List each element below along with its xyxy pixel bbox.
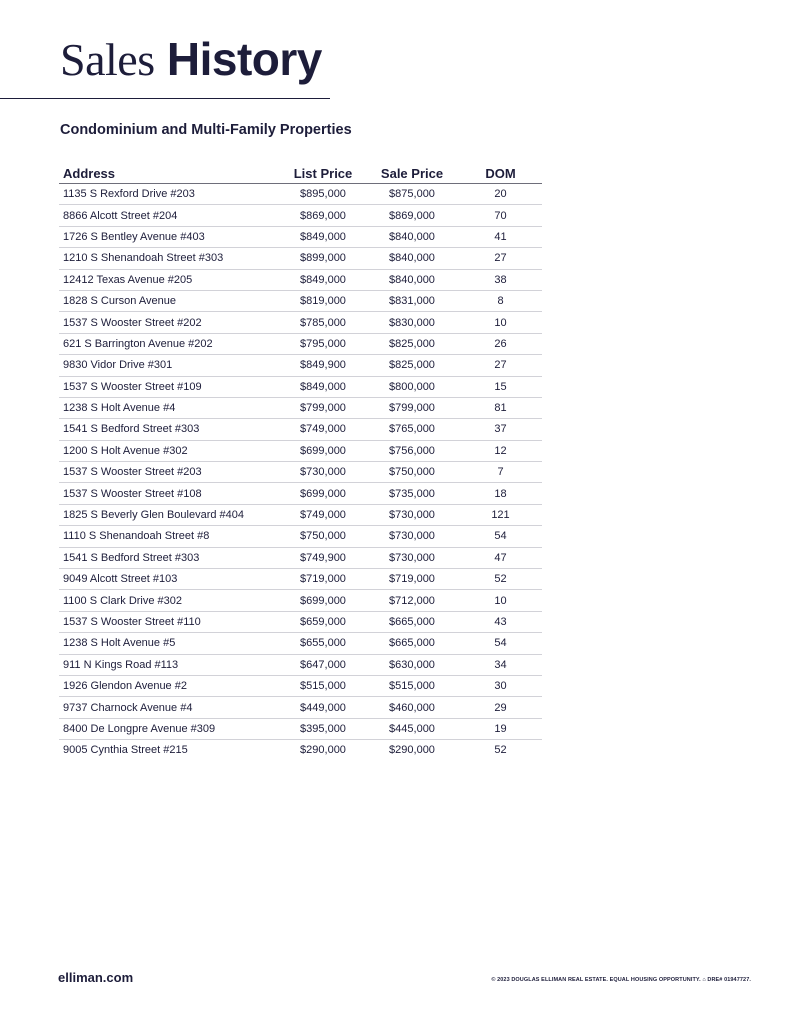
cell-sale-price: $290,000 <box>389 744 435 757</box>
cell-sale-price: $765,000 <box>365 419 459 440</box>
column-header-list-price: List Price <box>281 163 365 184</box>
cell-address: 1537 S Wooster Street #108 <box>59 483 281 504</box>
cell-sale-price: $730,000 <box>365 547 459 568</box>
cell-sale-price: $515,000 <box>365 675 459 696</box>
column-header-dom: DOM <box>459 163 542 184</box>
table-row <box>59 184 542 205</box>
cell-list-price: $515,000 <box>281 675 365 696</box>
table-body <box>59 184 542 761</box>
cell-address: 1726 S Bentley Avenue #403 <box>59 226 281 247</box>
table-row <box>59 290 542 311</box>
cell-list-price: $749,900 <box>281 547 365 568</box>
cell-sale-price: $825,000 <box>365 355 459 376</box>
table-row <box>59 740 542 761</box>
cell-address: 1926 Glendon Avenue #2 <box>59 675 281 696</box>
cell-dom: 54 <box>459 526 542 547</box>
cell-dom: 34 <box>459 654 542 675</box>
cell-list-price: $749,000 <box>281 504 365 525</box>
cell-list-price: $849,900 <box>281 355 365 376</box>
table-row <box>59 697 542 718</box>
cell-dom: 121 <box>459 504 542 525</box>
table-row <box>59 526 542 547</box>
cell-address: 12412 Texas Avenue #205 <box>59 269 281 290</box>
cell-dom: 52 <box>494 744 507 757</box>
cell-address: 1238 S Holt Avenue #4 <box>59 397 281 418</box>
cell-list-price: $849,000 <box>281 269 365 290</box>
table-row <box>59 590 542 611</box>
cell-address: 1100 S Clark Drive #302 <box>59 590 281 611</box>
cell-dom: 27 <box>459 355 542 376</box>
cell-dom: 37 <box>459 419 542 440</box>
title-light: Sales <box>60 34 155 85</box>
cell-list-price: $795,000 <box>281 333 365 354</box>
cell-list-price: $869,000 <box>281 205 365 226</box>
cell-address: 9737 Charnock Avenue #4 <box>59 697 281 718</box>
cell-address: 1825 S Beverly Glen Boulevard #404 <box>59 504 281 525</box>
table-row <box>59 355 542 376</box>
cell-address: 8866 Alcott Street #204 <box>59 205 281 226</box>
cell-dom: 54 <box>459 633 542 654</box>
cell-address: 1210 S Shenandoah Street #303 <box>59 248 281 269</box>
footer-website: elliman.com <box>58 970 134 985</box>
cell-sale-price: $750,000 <box>365 462 459 483</box>
cell-list-price: $699,000 <box>281 590 365 611</box>
cell-list-price: $785,000 <box>281 312 365 333</box>
cell-sale-price: $735,000 <box>365 483 459 504</box>
cell-dom: 8 <box>459 290 542 311</box>
column-header-sale-price: Sale Price <box>365 163 459 184</box>
cell-address: 1537 S Wooster Street #110 <box>59 611 281 632</box>
table-row <box>59 654 542 675</box>
table-row <box>59 675 542 696</box>
cell-list-price: $699,000 <box>281 483 365 504</box>
cell-dom: 15 <box>459 376 542 397</box>
table-header <box>59 163 542 184</box>
cell-sale-price: $445,000 <box>365 718 459 739</box>
cell-sale-price: $840,000 <box>365 226 459 247</box>
cell-list-price: $290,000 <box>300 744 346 757</box>
table-row <box>59 633 542 654</box>
cell-list-price: $659,000 <box>281 611 365 632</box>
cell-dom: 81 <box>459 397 542 418</box>
cell-address: 9049 Alcott Street #103 <box>59 569 281 590</box>
table-row <box>59 718 542 739</box>
table-row <box>59 397 542 418</box>
page-title <box>60 30 322 89</box>
cell-list-price: $799,000 <box>281 397 365 418</box>
section-subtitle: Condominium and Multi-Family Properties <box>60 122 352 138</box>
cell-list-price: $750,000 <box>281 526 365 547</box>
table-row <box>59 226 542 247</box>
table-row <box>59 333 542 354</box>
column-header-address: Address <box>59 163 281 184</box>
cell-dom: 12 <box>459 440 542 461</box>
cell-list-price: $449,000 <box>281 697 365 718</box>
cell-address: 1828 S Curson Avenue <box>59 290 281 311</box>
cell-sale-price: $730,000 <box>365 504 459 525</box>
table-row <box>59 419 542 440</box>
cell-sale-price: $712,000 <box>365 590 459 611</box>
cell-address: 1541 S Bedford Street #303 <box>59 419 281 440</box>
cell-sale-price: $825,000 <box>365 333 459 354</box>
cell-sale-price: $799,000 <box>365 397 459 418</box>
cell-address: 1135 S Rexford Drive #203 <box>59 184 281 205</box>
cell-list-price: $730,000 <box>281 462 365 483</box>
cell-address: 1238 S Holt Avenue #5 <box>59 633 281 654</box>
cell-address: 9005 Cynthia Street #215 <box>63 744 188 757</box>
title-bold: History <box>166 33 322 85</box>
cell-dom: 19 <box>459 718 542 739</box>
table-row <box>59 376 542 397</box>
cell-sale-price: $756,000 <box>365 440 459 461</box>
cell-dom: 26 <box>459 333 542 354</box>
table-row <box>59 569 542 590</box>
table-row <box>59 248 542 269</box>
cell-dom: 52 <box>459 569 542 590</box>
table-row <box>59 440 542 461</box>
cell-dom: 70 <box>459 205 542 226</box>
table-row <box>59 547 542 568</box>
cell-address: 911 N Kings Road #113 <box>59 654 281 675</box>
cell-dom: 27 <box>459 248 542 269</box>
cell-dom: 10 <box>459 312 542 333</box>
cell-sale-price: $730,000 <box>365 526 459 547</box>
cell-dom: 30 <box>459 675 542 696</box>
cell-sale-price: $665,000 <box>365 633 459 654</box>
table-row <box>59 269 542 290</box>
cell-address: 1110 S Shenandoah Street #8 <box>59 526 281 547</box>
cell-address: 9830 Vidor Drive #301 <box>59 355 281 376</box>
cell-sale-price: $831,000 <box>365 290 459 311</box>
cell-sale-price: $630,000 <box>365 654 459 675</box>
table-row <box>59 504 542 525</box>
cell-dom: 20 <box>459 184 542 205</box>
cell-sale-price: $830,000 <box>365 312 459 333</box>
cell-dom: 47 <box>459 547 542 568</box>
cell-dom: 43 <box>459 611 542 632</box>
cell-sale-price: $460,000 <box>365 697 459 718</box>
cell-list-price: $719,000 <box>281 569 365 590</box>
cell-list-price: $749,000 <box>281 419 365 440</box>
table-row <box>59 483 542 504</box>
cell-list-price: $899,000 <box>281 248 365 269</box>
table-row <box>59 462 542 483</box>
cell-list-price: $699,000 <box>281 440 365 461</box>
cell-list-price: $849,000 <box>281 376 365 397</box>
title-divider <box>0 98 330 99</box>
header-row <box>59 163 542 184</box>
cell-sale-price: $800,000 <box>365 376 459 397</box>
cell-dom: 29 <box>459 697 542 718</box>
cell-sale-price: $665,000 <box>365 611 459 632</box>
sales-history-table <box>59 163 542 761</box>
cell-sale-price: $869,000 <box>365 205 459 226</box>
cell-sale-price: $875,000 <box>365 184 459 205</box>
cell-dom: 10 <box>459 590 542 611</box>
cell-list-price: $647,000 <box>281 654 365 675</box>
table-row <box>59 611 542 632</box>
cell-list-price: $849,000 <box>281 226 365 247</box>
cell-sale-price: $840,000 <box>365 248 459 269</box>
cell-address: 621 S Barrington Avenue #202 <box>59 333 281 354</box>
cell-address: 1537 S Wooster Street #109 <box>59 376 281 397</box>
table-row <box>59 312 542 333</box>
cell-sale-price: $840,000 <box>365 269 459 290</box>
table-row <box>59 205 542 226</box>
cell-dom: 41 <box>459 226 542 247</box>
cell-list-price: $895,000 <box>281 184 365 205</box>
cell-address: 1200 S Holt Avenue #302 <box>59 440 281 461</box>
cell-list-price: $819,000 <box>281 290 365 311</box>
cell-address: 8400 De Longpre Avenue #309 <box>59 718 281 739</box>
cell-dom: 7 <box>459 462 542 483</box>
cell-list-price: $655,000 <box>281 633 365 654</box>
cell-dom: 18 <box>459 483 542 504</box>
cell-list-price: $395,000 <box>281 718 365 739</box>
cell-sale-price: $719,000 <box>365 569 459 590</box>
cell-address: 1537 S Wooster Street #203 <box>59 462 281 483</box>
cell-address: 1537 S Wooster Street #202 <box>59 312 281 333</box>
cell-address: 1541 S Bedford Street #303 <box>59 547 281 568</box>
cell-dom: 38 <box>459 269 542 290</box>
footer-legal-notice: © 2023 DOUGLAS ELLIMAN REAL ESTATE. EQUAL HOUSING OPPORTUNITY. ⌂ DRE# 01947727. <box>491 977 751 983</box>
